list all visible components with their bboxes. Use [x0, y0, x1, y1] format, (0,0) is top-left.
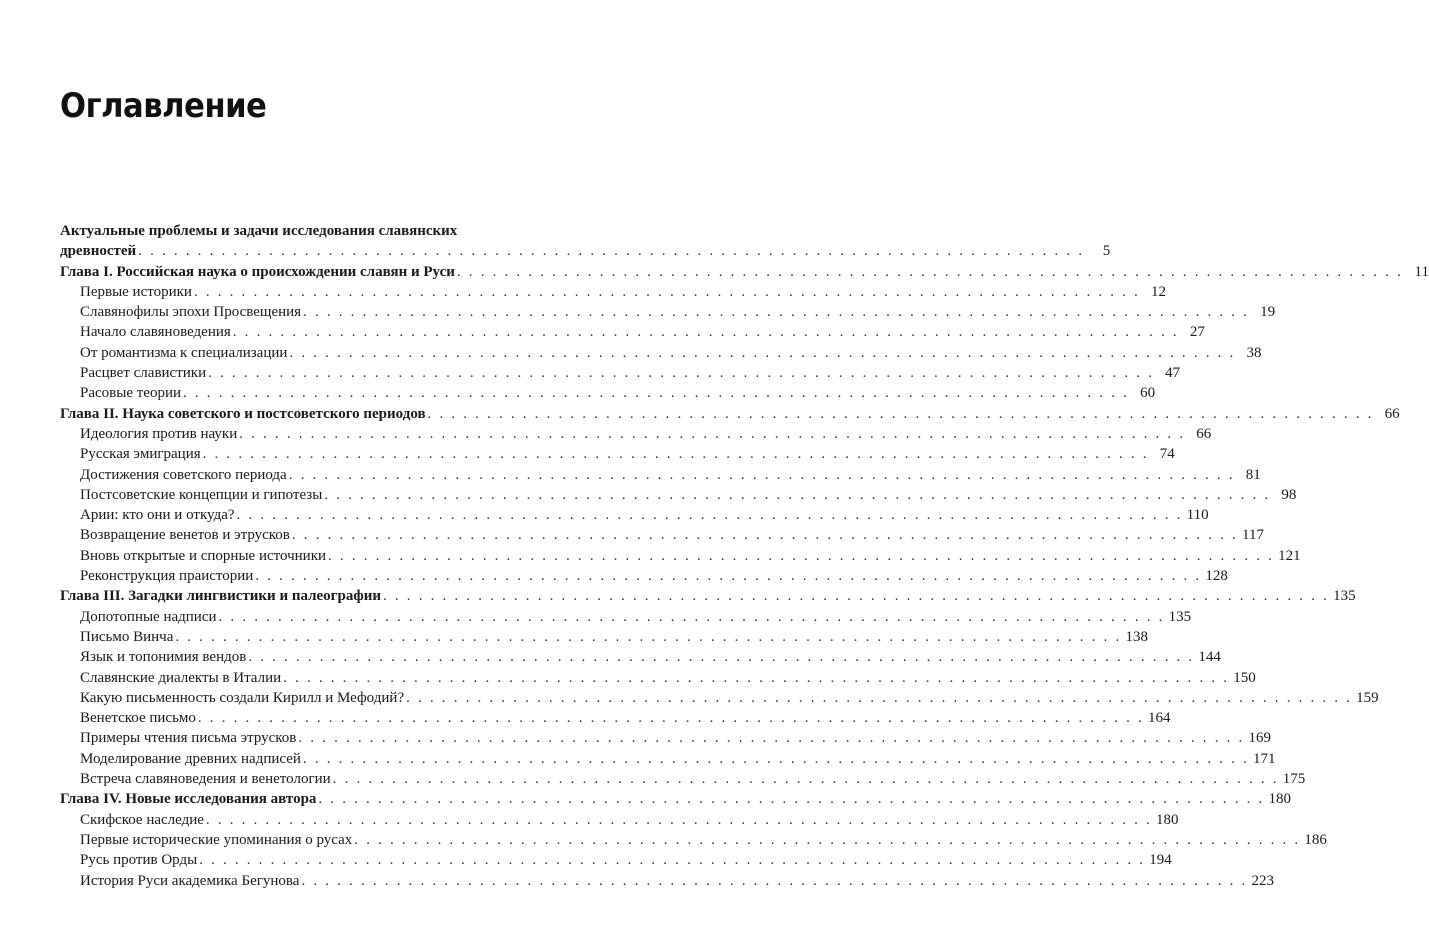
toc-section-entry[interactable] — [60, 505, 1209, 525]
toc-intro-entry[interactable] — [60, 241, 1111, 261]
toc-chapter-entry[interactable] — [60, 789, 1291, 809]
toc-section-entry-title: Начало славяноведения — [80, 324, 231, 341]
toc-section-entry-title: Славянофилы эпохи Просвещения — [80, 304, 302, 321]
toc-section-entry-title: Скифское наследие — [80, 811, 204, 828]
toc-section-entry[interactable] — [60, 322, 1205, 342]
toc-section-entry-title: Реконструкция праистории — [80, 568, 254, 585]
toc-section-entry[interactable] — [60, 810, 1179, 830]
toc-intro-line1: Актуальные проблемы и задачи исследования славянских — [60, 223, 458, 239]
page-number: 27 — [1189, 324, 1205, 341]
page-number: 135 — [1333, 588, 1356, 605]
dot-leader: . . . . . . . . . . . . . . . . . . . . . . . . . . . . . . . . . . . . . . . . . . . . . . . . . . . . . . . . . . . . . . . . . . . . . . . . . . . . . . . . — [291, 527, 1238, 544]
toc-section-entry-title: Моделирование древних надписей — [80, 750, 301, 767]
toc-section-entry[interactable] — [60, 444, 1175, 464]
toc-section-entry-title: Расовые теории — [80, 385, 181, 402]
dot-leader: . . . . . . . . . . . . . . . . . . . . . . . . . . . . . . . . . . . . . . . . . . . . . . . . . . . . . . . . . . . . . . . . . . . . . . . . . . . . . . . . — [255, 568, 1202, 585]
dot-leader: . . . . . . . . . . . . . . . . . . . . . . . . . . . . . . . . . . . . . . . . . . . . . . . . . . . . . . . . . . . . . . . . . . . . . . . . . . . . . . . . — [332, 771, 1279, 788]
toc-section-entry-title: Достижения советского периода — [80, 466, 287, 483]
page-number: 117 — [1242, 527, 1264, 544]
toc-section-entry[interactable] — [60, 302, 1276, 322]
dot-leader: . . . . . . . . . . . . . . . . . . . . . . . . . . . . . . . . . . . . . . . . . . . . . . . . . . . . . . . . . . . . . . . . . . . . . . . . . . . . . . . . — [199, 852, 1146, 869]
toc-section-entry-title: Допотопные надписи — [80, 608, 217, 625]
toc-chapter-entry-title: Глава III. Загадки лингвистики и палеографии — [60, 588, 381, 605]
page-number: 171 — [1252, 750, 1276, 767]
toc-section-entry[interactable] — [60, 343, 1262, 363]
dot-leader: . . . . . . . . . . . . . . . . . . . . . . . . . . . . . . . . . . . . . . . . . . . . . . . . . . . . . . . . . . . . . . . . . . . . . . . . . . . . . . . . — [302, 750, 1249, 767]
page-number: 135 — [1168, 608, 1192, 625]
toc-section-entry-title: История Руси академика Бегунова — [80, 872, 300, 889]
toc-section-entry-title: Вновь открытые и спорные источники — [80, 547, 327, 564]
page-number: 121 — [1278, 547, 1301, 564]
toc-section-entry-title: Расцвет славистики — [80, 365, 207, 382]
dot-leader: . . . . . . . . . . . . . . . . . . . . . . . . . . . . . . . . . . . . . . . . . . . . . . . . . . . . . . . . . . . . . . . . . . . . . . . . . . . . . . . . — [208, 365, 1155, 382]
chapter-list — [60, 262, 1429, 891]
toc-section-entry[interactable] — [60, 607, 1192, 627]
page-number: 11 — [1414, 263, 1429, 280]
page-number: 98 — [1281, 486, 1297, 503]
toc-section-entry-title: Встреча славяноведения и венетологии — [80, 771, 331, 788]
dot-leader: . . . . . . . . . . . . . . . . . . . . . . . . . . . . . . . . . . . . . . . . . . . . . . . . . . . . . . . . . . . . . . . . . . . . . . . . . . . . . . . . — [283, 669, 1230, 686]
toc-intro-line2: древностей — [60, 243, 137, 260]
page-number: 110 — [1186, 507, 1209, 524]
toc-section-entry-title: Русская эмиграция — [80, 446, 201, 463]
dot-leader: . . . . . . . . . . . . . . . . . . . . . . . . . . . . . . . . . . . . . . . . . . . . . . . . . . . . . . . . . . . . . . . . . . . . . . . . . . . . . . . . — [383, 588, 1330, 605]
toc-section-entry-title: Русь против Орды — [80, 852, 198, 869]
dot-leader: . . . . . . . . . . . . . . . . . . . . . . . . . . . . . . . . . . . . . . . . . . . . . . . . . . . . . . . . . . . . . . . . . . . . . . . . . . . . . . . . — [427, 405, 1374, 422]
toc-chapter-entry[interactable] — [60, 586, 1356, 606]
toc-section-entry-title: От романтизма к специализации — [80, 344, 288, 361]
toc-section-entry[interactable] — [60, 708, 1171, 728]
page-number: 150 — [1233, 669, 1256, 686]
toc-section-entry[interactable] — [60, 830, 1327, 850]
dot-leader: . . . . . . . . . . . . . . . . . . . . . . . . . . . . . . . . . . . . . . . . . . . . . . . . . . . . . . . . . . . . . . . . . . . . . . . . . . . . . . . . — [456, 263, 1403, 280]
dot-leader: . . . . . . . . . . . . . . . . . . . . . . . . . . . . . . . . . . . . . . . . . . . . . . . . . . . . . . . . . . . . . . . . . . . . . . . . . . . . . . . . — [288, 466, 1235, 483]
toc-section-entry[interactable] — [60, 465, 1261, 485]
page-number: 128 — [1205, 568, 1228, 585]
page-number: 38 — [1246, 344, 1262, 361]
page-number: 169 — [1248, 730, 1271, 747]
toc-section-entry[interactable] — [60, 749, 1276, 769]
page-number: 144 — [1198, 649, 1221, 666]
toc-section-entry-title: Идеология против науки — [80, 425, 238, 442]
page-number: 5 — [1102, 243, 1111, 260]
toc-section-entry[interactable] — [60, 668, 1256, 688]
dot-leader: . . . . . . . . . . . . . . . . . . . . . . . . . . . . . . . . . . . . . . . . . . . . . . . . . . . . . . . . . . . . . . . . . . . . . . . . . . . . . . . . — [232, 324, 1179, 341]
toc-section-entry-title: Возвращение венетов и этрусков — [80, 527, 290, 544]
page-number: 74 — [1159, 446, 1175, 463]
toc-section-entry[interactable] — [60, 728, 1271, 748]
toc-section-entry[interactable] — [60, 566, 1228, 586]
toc-chapter-entry[interactable] — [60, 404, 1400, 424]
dot-leader: . . . . . . . . . . . . . . . . . . . . . . . . . . . . . . . . . . . . . . . . . . . . . . . . . . . . . . . . . . . . . . . . . . . . . . . . . . . . . . . . — [318, 791, 1265, 808]
dot-leader: . . . . . . . . . . . . . . . . . . . . . . . . . . . . . . . . . . . . . . . . . . . . . . . . . . . . . . . . . . . . . . . . . . . . . . . . . . . . . . . . — [183, 385, 1130, 402]
dot-leader: . . . . . . . . . . . . . . . . . . . . . . . . . . . . . . . . . . . . . . . . . . . . . . . . . . . . . . . . . . . . . . . . . . . . . . . . . . . . . . . . — [303, 304, 1250, 321]
page-number: 175 — [1282, 771, 1306, 788]
dot-leader: . . . . . . . . . . . . . . . . . . . . . . . . . . . . . . . . . . . . . . . . . . . . . . . . . . . . . . . . . . . . . . . . . . . . . . . . . . . . . . . . — [239, 425, 1186, 442]
toc-section-entry[interactable] — [60, 688, 1379, 708]
page-number: 194 — [1149, 852, 1172, 869]
page-title: Оглавление — [60, 86, 267, 126]
page-number: 81 — [1245, 466, 1261, 483]
toc-section-entry-title: Славянские диалекты в Италии — [80, 669, 282, 686]
toc-section-entry-title: Постсоветские концепции и гипотезы — [80, 486, 323, 503]
page-number: 66 — [1196, 425, 1212, 442]
dot-leader: . . . . . . . . . . . . . . . . . . . . . . . . . . . . . . . . . . . . . . . . . . . . . . . . . . . . . . . . . . . . . . . . . . . . . . . . . . . . . . . . — [193, 283, 1141, 300]
page-number: 19 — [1260, 304, 1276, 321]
dot-leader: . . . . . . . . . . . . . . . . . . . . . . . . . . . . . . . . . . . . . . . . . . . . . . . . . . . . . . . . . . . . . . . . . . . . . . . . . . . . . . . . — [298, 730, 1245, 747]
toc-chapter-entry-title: Глава I. Российская наука о происхождении славян и Руси — [60, 263, 455, 280]
toc-section-entry-title: Арии: кто они и откуда? — [80, 507, 235, 524]
dot-leader: . . . . . . . . . . . . . . . . . . . . . . . . . . . . . . . . . . . . . . . . . . . . . . . . . . . . . . . . . . . . . . . . . . . . . . . . . . . . . . . . — [406, 689, 1353, 706]
toc-section-entry[interactable] — [60, 485, 1297, 505]
page-number: 180 — [1155, 811, 1179, 828]
toc-section-entry[interactable] — [60, 546, 1301, 566]
dot-leader: . . . . . . . . . . . . . . . . . . . . . . . . . . . . . . . . . . . . . . . . . . . . . . . . . . . . . . . . . . . . . . . . . . . . . . . . . . . . . . . . — [328, 547, 1275, 564]
page-number: 223 — [1251, 872, 1275, 889]
toc-section-entry[interactable] — [60, 424, 1212, 444]
page-number: 138 — [1125, 628, 1148, 645]
toc-section-entry[interactable] — [60, 627, 1148, 647]
toc-section-entry[interactable] — [60, 850, 1172, 870]
dot-leader: . . . . . . . . . . . . . . . . . . . . . . . . . . . . . . . . . . . . . . . . . . . . . . . . . . . . . . . . . . . . . . . . . . . . . . . . . . . . . . . . — [205, 811, 1152, 828]
dot-leader: . . . . . . . . . . . . . . . . . . . . . . . . . . . . . . . . . . . . . . . . . . . . . . . . . . . . . . . . . . . . . . . . . . . . . . . . . . . . . . . . — [248, 649, 1195, 666]
toc-section-entry[interactable] — [60, 871, 1275, 891]
toc-section-entry-title: Первые историки — [80, 283, 192, 300]
page-number: 159 — [1356, 689, 1379, 706]
toc-chapter-entry[interactable] — [60, 262, 1429, 282]
dot-leader: . . . . . . . . . . . . . . . . . . . . . . . . . . . . . . . . . . . . . . . . . . . . . . . . . . . . . . . . . . . . . . . . . . . . . . . . . . . . . . . . — [138, 243, 1085, 260]
toc-section-entry-title: Какую письменность создали Кирилл и Мефодий? — [80, 689, 405, 706]
toc-section-entry-title: Язык и топонимия вендов — [80, 649, 247, 666]
toc-section-entry[interactable] — [60, 525, 1264, 545]
toc-section-entry[interactable] — [60, 363, 1181, 383]
dot-leader: . . . . . . . . . . . . . . . . . . . . . . . . . . . . . . . . . . . . . . . . . . . . . . . . . . . . . . . . . . . . . . . . . . . . . . . . . . . . . . . . — [202, 446, 1149, 463]
dot-leader: . . . . . . . . . . . . . . . . . . . . . . . . . . . . . . . . . . . . . . . . . . . . . . . . . . . . . . . . . . . . . . . . . . . . . . . . . . . . . . . . — [354, 831, 1301, 848]
page-number: 47 — [1165, 365, 1181, 382]
dot-leader: . . . . . . . . . . . . . . . . . . . . . . . . . . . . . . . . . . . . . . . . . . . . . . . . . . . . . . . . . . . . . . . . . . . . . . . . . . . . . . . . — [218, 608, 1165, 625]
dot-leader: . . . . . . . . . . . . . . . . . . . . . . . . . . . . . . . . . . . . . . . . . . . . . . . . . . . . . . . . . . . . . . . . . . . . . . . . . . . . . . . . — [324, 486, 1271, 503]
toc-section-entry-title: Письмо Винча — [80, 628, 174, 645]
toc-section-entry-title: Венетское письмо — [80, 710, 196, 727]
toc-section-entry-title: Примеры чтения письма этрусков — [80, 730, 297, 747]
page-number: 180 — [1268, 791, 1291, 808]
table-of-contents — [60, 221, 1429, 891]
toc-section-entry[interactable] — [60, 282, 1167, 302]
dot-leader: . . . . . . . . . . . . . . . . . . . . . . . . . . . . . . . . . . . . . . . . . . . . . . . . . . . . . . . . . . . . . . . . . . . . . . . . . . . . . . . . — [197, 710, 1144, 727]
toc-chapter-entry-title: Глава IV. Новые исследования автора — [60, 791, 317, 808]
page-number: 12 — [1151, 283, 1167, 300]
toc-section-entry[interactable] — [60, 769, 1306, 789]
dot-leader: . . . . . . . . . . . . . . . . . . . . . . . . . . . . . . . . . . . . . . . . . . . . . . . . . . . . . . . . . . . . . . . . . . . . . . . . . . . . . . . . — [236, 507, 1183, 524]
toc-section-entry[interactable] — [60, 383, 1156, 403]
page-number: 186 — [1304, 831, 1327, 848]
toc-section-entry[interactable] — [60, 647, 1221, 667]
page-number: 164 — [1147, 710, 1171, 727]
toc-section-entry-title: Первые исторические упоминания о русах — [80, 831, 353, 848]
dot-leader: . . . . . . . . . . . . . . . . . . . . . . . . . . . . . . . . . . . . . . . . . . . . . . . . . . . . . . . . . . . . . . . . . . . . . . . . . . . . . . . . — [289, 344, 1236, 361]
dot-leader: . . . . . . . . . . . . . . . . . . . . . . . . . . . . . . . . . . . . . . . . . . . . . . . . . . . . . . . . . . . . . . . . . . . . . . . . . . . . . . . . — [175, 628, 1122, 645]
page-number: 66 — [1384, 405, 1400, 422]
dot-leader: . . . . . . . . . . . . . . . . . . . . . . . . . . . . . . . . . . . . . . . . . . . . . . . . . . . . . . . . . . . . . . . . . . . . . . . . . . . . . . . . — [301, 872, 1248, 889]
toc-chapter-entry-title: Глава II. Наука советского и постсоветского периодов — [60, 405, 426, 422]
page-number: 60 — [1140, 385, 1156, 402]
